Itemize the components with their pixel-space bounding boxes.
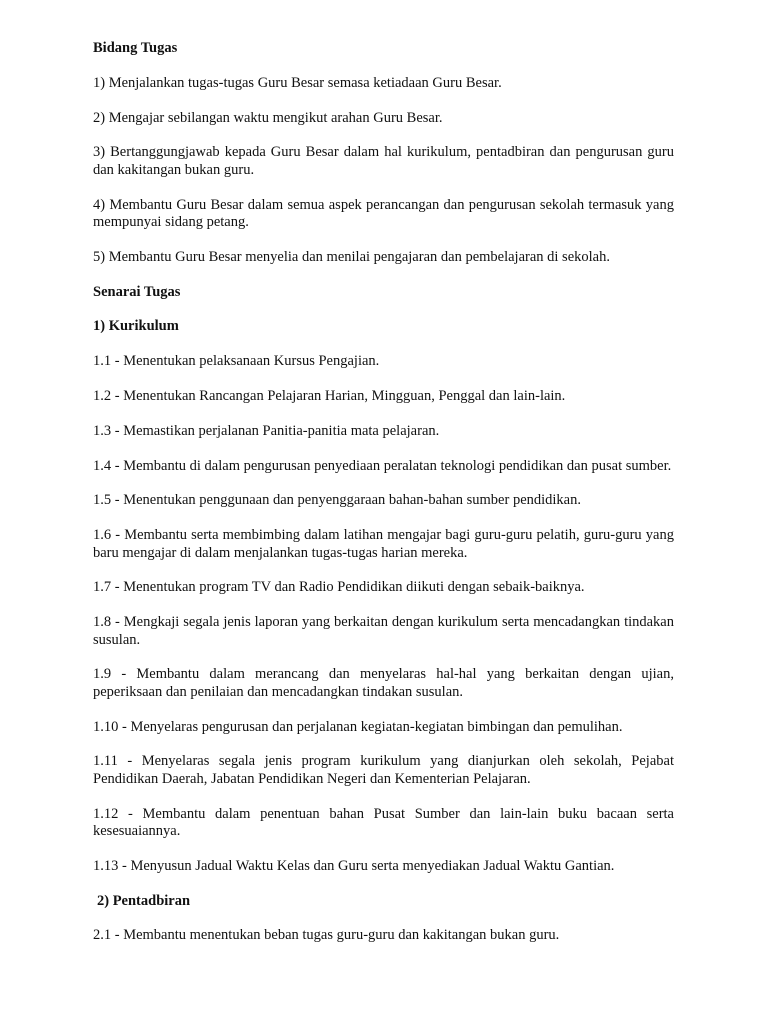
kurikulum-item-1-6: 1.6 - Membantu serta membimbing dalam latihan mengajar bagi guru-guru pelatih, guru-guru yang baru mengajar di dalam menjalankan tugas-tugas harian mereka. — [93, 527, 674, 561]
kurikulum-item-1-8: 1.8 - Mengkaji segala jenis laporan yang berkaitan dengan kurikulum serta mencadangkan tindakan susulan. — [93, 614, 674, 648]
kurikulum-item-1-3: 1.3 - Memastikan perjalanan Panitia-panitia mata pelajaran. — [93, 422, 440, 439]
kurikulum-item-1-9: 1.9 - Membantu dalam merancang dan menyelaras hal-hal yang berkaitan dengan ujian, peperiksaan dan penilaian dan mencadangkan tindakan susulan. — [93, 666, 674, 700]
kurikulum-item-1-11: 1.11 - Menyelaras segala jenis program kurikulum yang dianjurkan oleh sekolah, Pejabat Pendidikan Daerah, Jabatan Pendidikan Negeri dan Kementerian Pelajaran. — [93, 753, 674, 787]
kurikulum-item-1-2: 1.2 - Menentukan Rancangan Pelajaran Harian, Mingguan, Penggal dan lain-lain. — [93, 387, 566, 404]
kurikulum-item-1-12: 1.12 - Membantu dalam penentuan bahan Pusat Sumber dan lain-lain buku bacaan serta kesesuaiannya. — [93, 805, 674, 839]
kurikulum-item-1-5: 1.5 - Menentukan penggunaan dan penyenggaraan bahan-bahan sumber pendidikan. — [93, 492, 581, 509]
document-page — [93, 40, 674, 945]
bidang-tugas-item-3: 3) Bertanggungjawab kepada Guru Besar dalam hal kurikulum, pentadbiran dan pengurusan guru dan kakitangan bukan guru. — [93, 144, 674, 178]
bidang-tugas-item-4: 4) Membantu Guru Besar dalam semua aspek perancangan dan pengurusan sekolah termasuk yang mempunyai sidang petang. — [93, 196, 674, 230]
heading-senarai-tugas: Senarai Tugas — [93, 283, 181, 300]
bidang-tugas-item-5: 5) Membantu Guru Besar menyelia dan menilai pengajaran dan pembelajaran di sekolah. — [93, 248, 610, 265]
kurikulum-item-1-13: 1.13 - Menyusun Jadual Waktu Kelas dan Guru serta menyediakan Jadual Waktu Gantian. — [93, 857, 615, 874]
heading-pentadbiran: 2) Pentadbiran — [97, 892, 191, 909]
heading-bidang-tugas: Bidang Tugas — [93, 40, 178, 56]
kurikulum-item-1-10: 1.10 - Menyelaras pengurusan dan perjalanan kegiatan-kegiatan bimbingan dan pemulihan. — [93, 718, 623, 735]
pentadbiran-item-2-1: 2.1 - Membantu menentukan beban tugas guru-guru dan kakitangan bukan guru. — [93, 927, 560, 944]
heading-kurikulum: 1) Kurikulum — [93, 318, 179, 335]
kurikulum-item-1-1: 1.1 - Menentukan pelaksanaan Kursus Pengajian. — [93, 353, 380, 370]
bidang-tugas-item-1: 1) Menjalankan tugas-tugas Guru Besar semasa ketiadaan Guru Besar. — [93, 74, 502, 91]
kurikulum-item-1-7: 1.7 - Menentukan program TV dan Radio Pendidikan diikuti dengan sebaik-baiknya. — [93, 579, 585, 596]
bidang-tugas-item-2: 2) Mengajar sebilangan waktu mengikut arahan Guru Besar. — [93, 109, 443, 126]
kurikulum-item-1-4: 1.4 - Membantu di dalam pengurusan penyediaan peralatan teknologi pendidikan dan pusat sumber. — [93, 457, 672, 474]
